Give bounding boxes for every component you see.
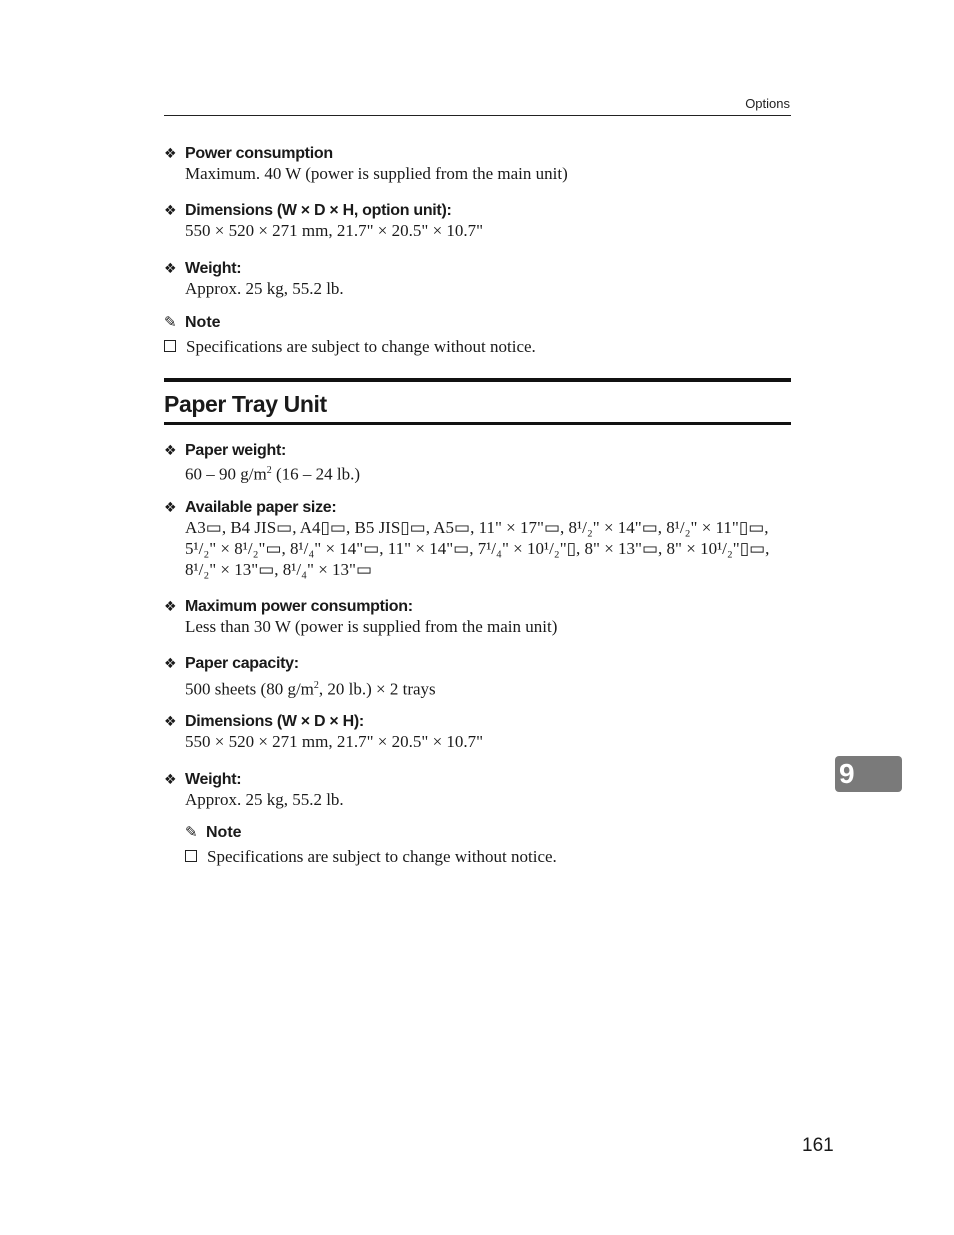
- note-bottom: [185, 823, 791, 868]
- note-heading: Note: [185, 314, 221, 331]
- spec-max-power: [164, 596, 791, 637]
- diamond-bullet-icon: ❖: [164, 145, 177, 161]
- note-heading: Note: [206, 824, 242, 841]
- diamond-bullet-icon: ❖: [164, 598, 177, 614]
- spec-label: Weight:: [185, 771, 242, 788]
- diamond-bullet-icon: ❖: [164, 202, 177, 218]
- diamond-bullet-icon: ❖: [164, 260, 177, 276]
- diamond-bullet-icon: ❖: [164, 442, 177, 458]
- pencil-icon: ✎: [164, 314, 177, 331]
- spec-dimensions-option: [164, 200, 791, 241]
- size-line-1: A3▭, B4 JIS▭, A4▯▭, B5 JIS▯▭, A5▭, 11" × 17"▭, 8¹/₂" × 14"▭, 8¹/₂" × 11"▯▭,: [185, 518, 769, 537]
- note-text: Specifications are subject to change without notice.: [207, 847, 557, 866]
- size-line-3: 8¹/₂" × 13"▭, 8¹/₄" × 13"▭: [185, 560, 373, 579]
- spec-label: Weight:: [185, 260, 242, 277]
- spec-paper-capacity: [164, 653, 791, 700]
- spec-label: Paper weight:: [185, 442, 287, 459]
- spec-label: Maximum power consumption:: [185, 598, 413, 615]
- note-text: Specifications are subject to change without notice.: [186, 337, 536, 356]
- spec-value: 550 × 520 × 271 mm, 21.7" × 20.5" × 10.7": [185, 221, 484, 240]
- spec-power-consumption: [164, 143, 791, 184]
- spec-dimensions: [164, 711, 791, 752]
- note-top: [164, 313, 791, 358]
- running-header: Options: [745, 96, 790, 111]
- diamond-bullet-icon: ❖: [164, 655, 177, 671]
- spec-value: Approx. 25 kg, 55.2 lb.: [185, 790, 344, 809]
- spec-weight: [164, 769, 791, 810]
- spec-paper-weight: [164, 440, 791, 485]
- spec-label: Paper capacity:: [185, 655, 299, 672]
- spec-label: Available paper size:: [185, 499, 337, 516]
- checkbox-bullet-icon: [185, 850, 197, 862]
- spec-label: Dimensions (W × D × H):: [185, 713, 364, 730]
- spec-label: Dimensions (W × D × H, option unit):: [185, 202, 452, 219]
- spec-value: Less than 30 W (power is supplied from the main unit): [185, 617, 558, 636]
- spec-available-paper-size: [164, 497, 791, 580]
- checkbox-bullet-icon: [164, 340, 176, 352]
- spec-label: Power consumption: [185, 145, 333, 162]
- diamond-bullet-icon: ❖: [164, 771, 177, 787]
- diamond-bullet-icon: ❖: [164, 713, 177, 729]
- section-heading-bar: [164, 378, 791, 425]
- size-line-2: 5¹/₂" × 8¹/₂"▭, 8¹/₄" × 14"▭, 11" × 14"▭, 7¹/₄" × 10¹/₂"▯, 8" × 13"▭, 8" × 10¹/₂"▯▭,: [185, 539, 770, 558]
- diamond-bullet-icon: ❖: [164, 499, 177, 515]
- pencil-icon: ✎: [185, 824, 198, 841]
- spec-value: 550 × 520 × 271 mm, 21.7" × 20.5" × 10.7": [185, 732, 484, 751]
- chapter-tab: 9: [835, 756, 902, 792]
- spec-value: 500 sheets (80 $g/m^2$, 20 lb.) × 2 trays: [185, 679, 436, 699]
- spec-value: 60 – 90 $g/m^2$ (16 – 24 lb.): [185, 464, 360, 484]
- page-number: 161: [802, 1135, 834, 1156]
- spec-value: Maximum. 40 W (power is supplied from the main unit): [185, 164, 568, 183]
- section-title: Paper Tray Unit: [164, 391, 327, 417]
- spec-value: Approx. 25 kg, 55.2 lb.: [185, 279, 344, 298]
- header-rule: [164, 115, 791, 116]
- spec-weight-option: [164, 258, 791, 299]
